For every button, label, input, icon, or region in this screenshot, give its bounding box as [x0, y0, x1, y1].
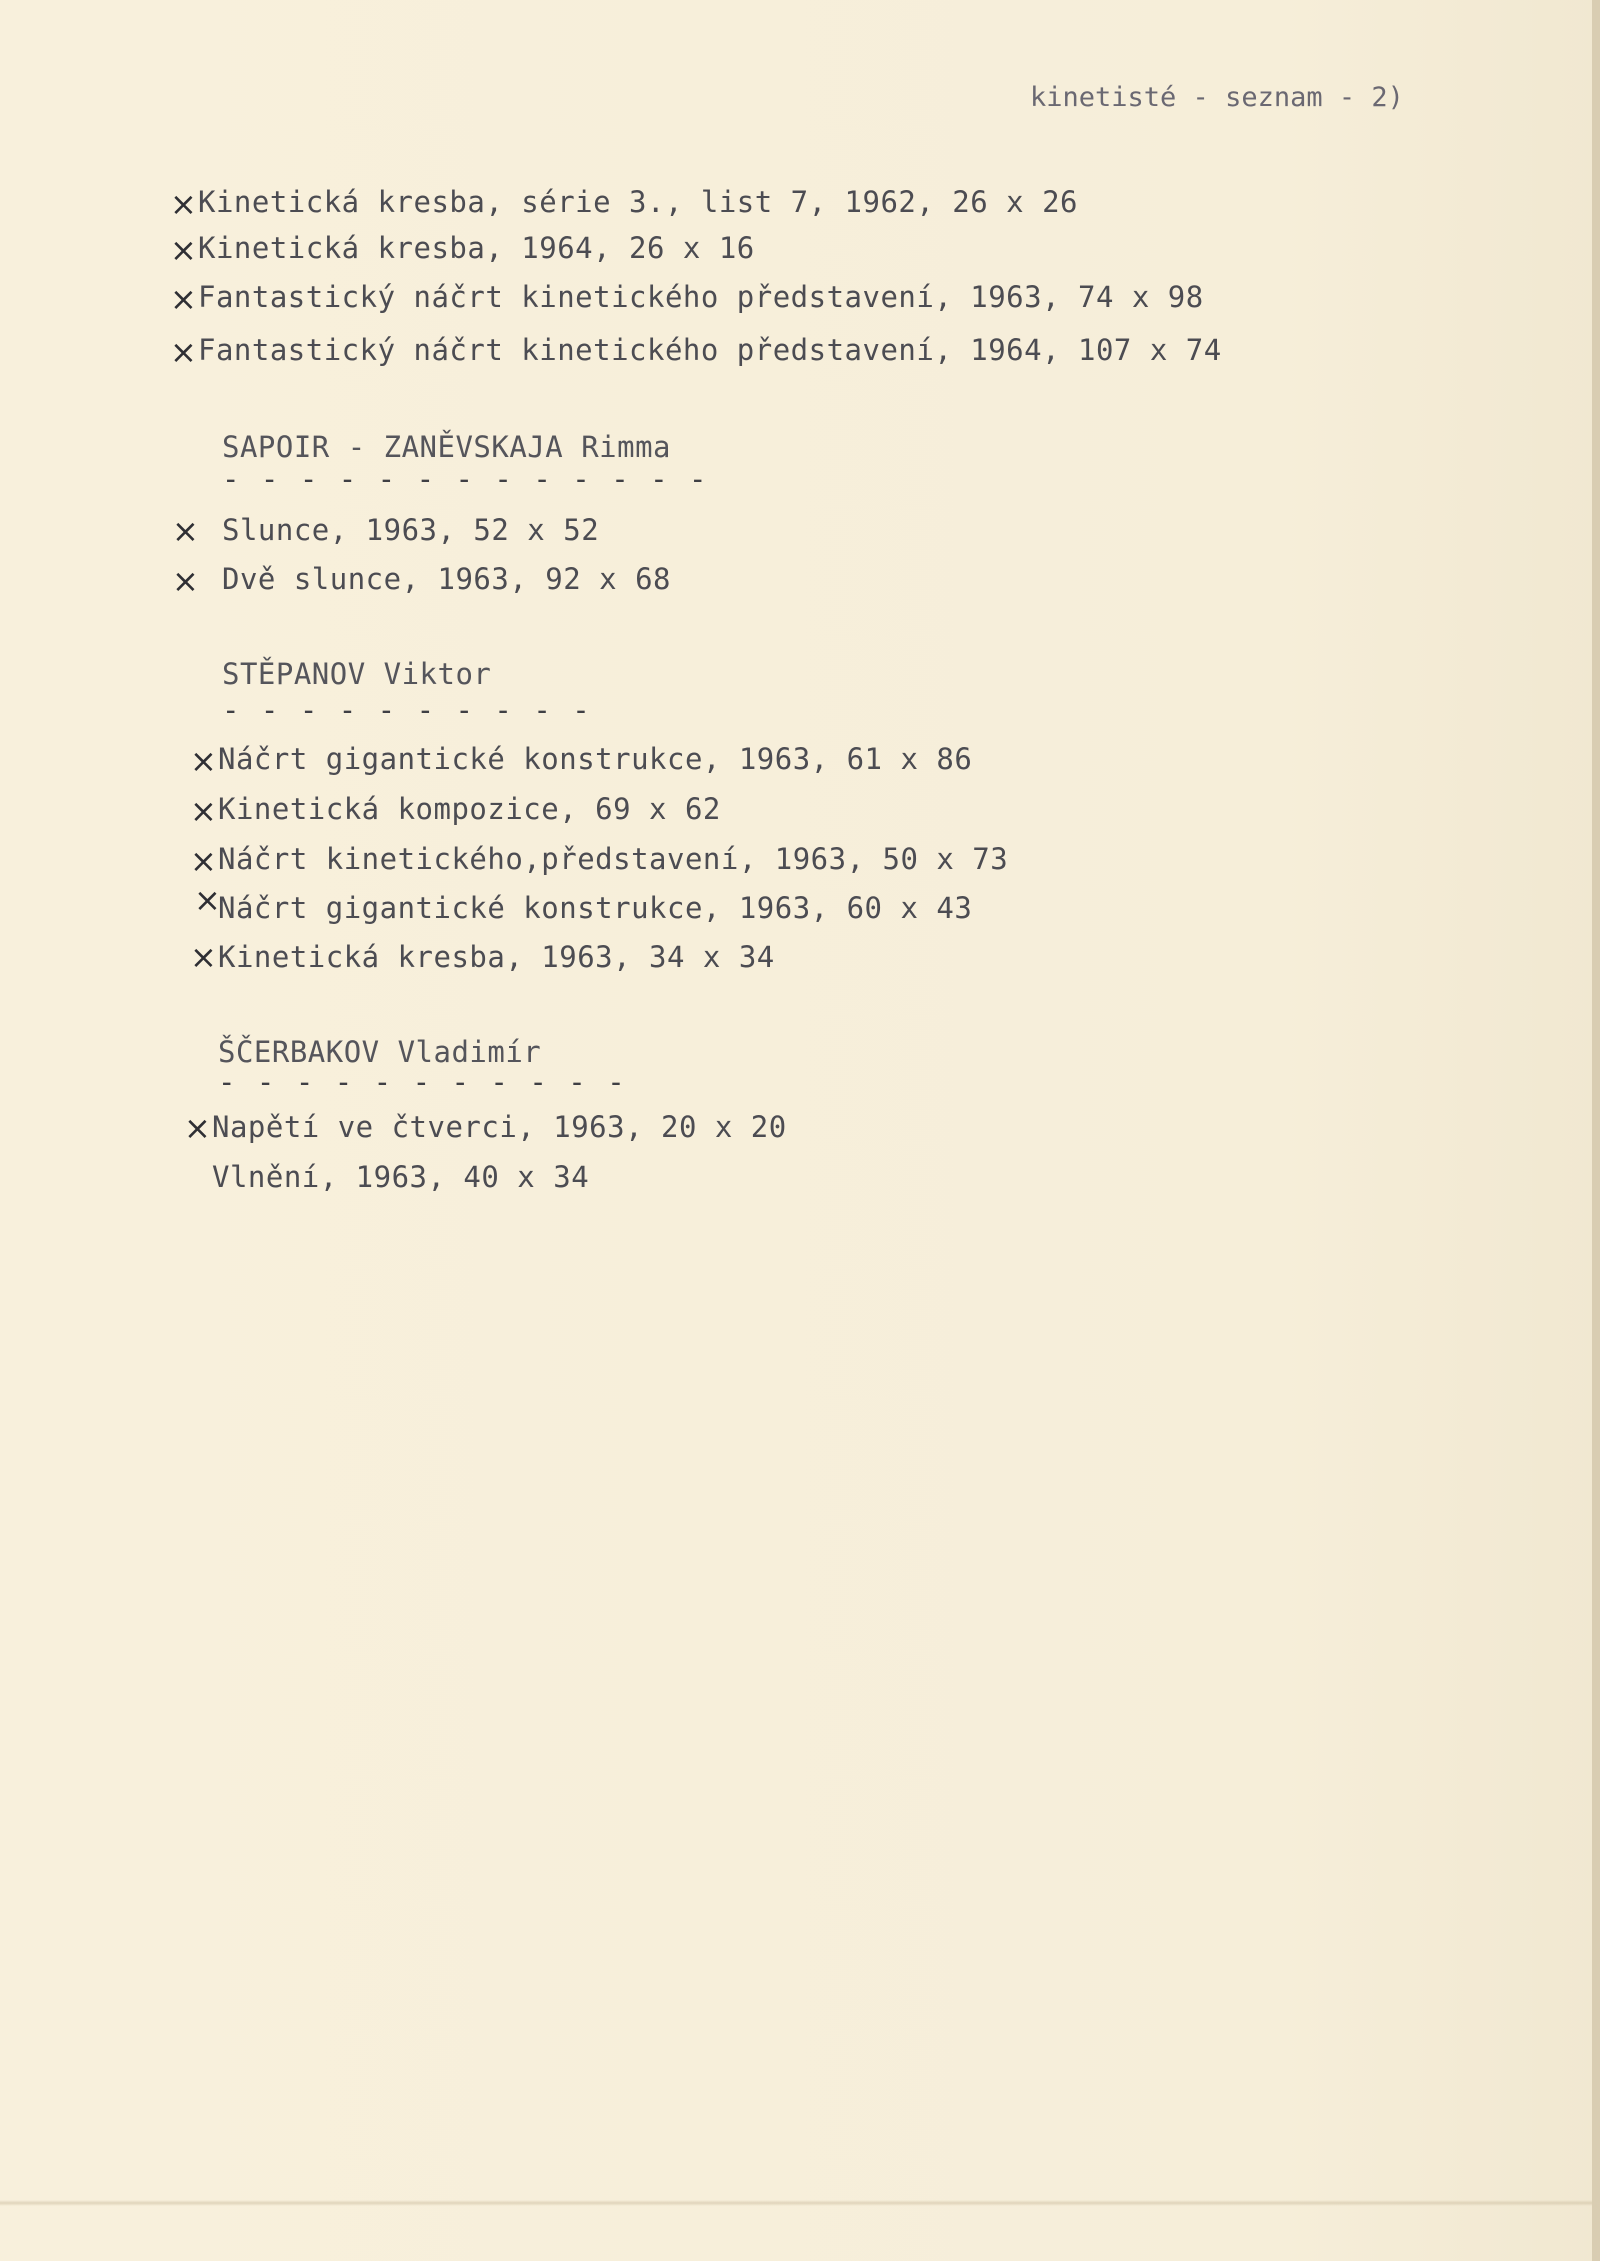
list-item: Fantastický náčrt kinetického představení, 1964, 107 x 74: [198, 333, 1222, 367]
paper-fold: [0, 2200, 1592, 2206]
heading-underline: - - - - - - - - - - -: [218, 1065, 627, 1099]
list-item: Kinetická kresba, série 3., list 7, 1962, 26 x 26: [198, 185, 1079, 219]
list-item: Kinetická kompozice, 69 x 62: [218, 792, 721, 826]
tick-mark: ×: [190, 842, 217, 880]
tick-mark: ×: [170, 185, 197, 223]
list-item: Náčrt gigantické konstrukce, 1963, 61 x 86: [218, 742, 973, 776]
tick-mark: ×: [190, 938, 217, 976]
list-item: Náčrt gigantické konstrukce, 1963, 60 x 43: [218, 891, 973, 925]
tick-mark: ×: [190, 742, 217, 780]
list-item: Vlnění, 1963, 40 x 34: [212, 1160, 590, 1194]
list-item: Kinetická kresba, 1963, 34 x 34: [218, 940, 775, 974]
list-item: Napětí ve čtverci, 1963, 20 x 20: [212, 1110, 787, 1144]
tick-mark: ×: [172, 512, 199, 550]
heading-underline: - - - - - - - - - - - - -: [222, 462, 709, 496]
heading-underline: - - - - - - - - - -: [222, 693, 592, 727]
tick-mark: ×: [194, 881, 221, 919]
artist-heading: ŠČERBAKOV Vladimír: [218, 1035, 542, 1069]
tick-mark: ×: [170, 280, 197, 318]
artist-heading: SAPOIR - ZANĚVSKAJA Rimma: [222, 430, 671, 464]
list-item: Náčrt kinetického,představení, 1963, 50 x 73: [218, 842, 1009, 876]
list-item: Dvě slunce, 1963, 92 x 68: [222, 562, 671, 596]
tick-mark: ×: [172, 562, 199, 600]
list-item: Slunce, 1963, 52 x 52: [222, 513, 600, 547]
artist-heading: STĚPANOV Viktor: [222, 657, 492, 691]
tick-mark: ×: [170, 333, 197, 371]
paper-edge: [1592, 0, 1600, 2261]
tick-mark: ×: [184, 1109, 211, 1147]
tick-mark: ×: [170, 231, 197, 269]
list-item: Fantastický náčrt kinetického představení, 1963, 74 x 98: [198, 280, 1204, 314]
list-item: Kinetická kresba, 1964, 26 x 16: [198, 231, 755, 265]
page-header: kinetisté - seznam - 2): [1030, 82, 1404, 113]
tick-mark: ×: [190, 792, 217, 830]
